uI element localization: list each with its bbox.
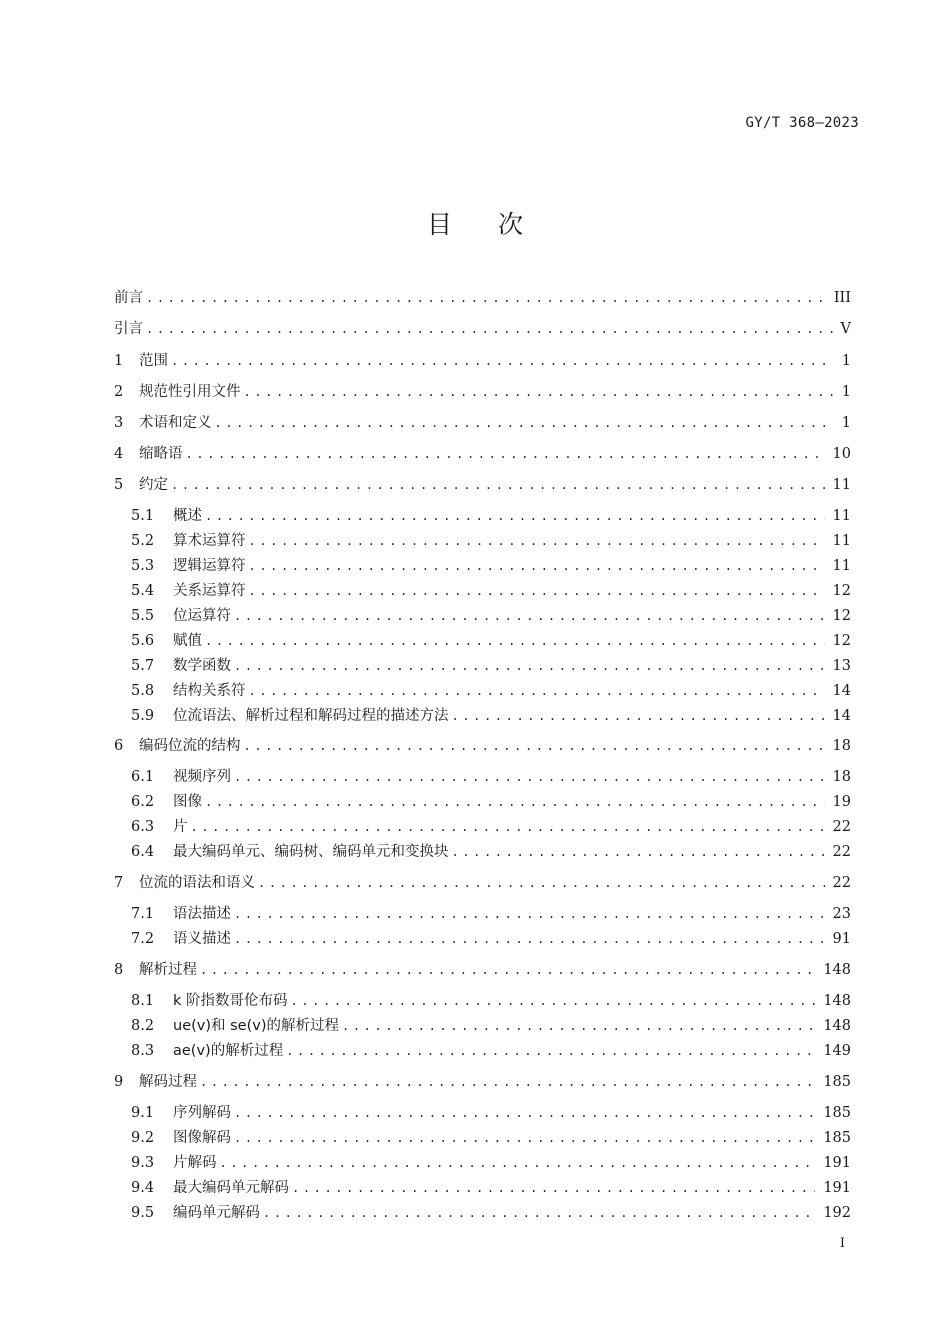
toc-entry-label: 位运算符 [173,608,231,624]
toc-entry-number: 9.4 [131,1180,155,1196]
toc-entry-page: 22 [832,819,851,835]
toc-entry-label: 概述 [173,508,202,524]
dot-leader [217,1152,816,1174]
toc-entry[interactable] [114,1071,851,1093]
toc-entry-label: 视频序列 [173,769,231,785]
toc-entry[interactable] [114,318,851,340]
toc-entry-page: 11 [832,477,851,493]
dot-leader [449,841,825,863]
toc-entry-label: 约定 [139,477,168,493]
toc-entry[interactable] [131,841,851,863]
toc-entry-number: 4 [114,446,124,462]
toc-entry-number: 1 [114,353,124,369]
dot-leader [289,1177,815,1199]
toc-entry-page: 19 [832,794,851,810]
toc-entry-page: 1 [841,353,851,369]
toc-entry[interactable] [131,791,851,813]
toc-entry[interactable] [131,990,851,1012]
toc-entry-label: 编码单元解码 [173,1205,260,1221]
dot-leader [197,959,815,981]
dot-leader [212,412,834,434]
page-title: 目次 [426,210,569,239]
toc-entry-page: 12 [832,633,851,649]
toc-entry-number: 5.9 [131,708,155,724]
toc-entry-number: 7 [114,875,124,891]
dot-leader [246,580,825,602]
toc-entry[interactable] [114,381,851,403]
dot-leader [202,630,825,652]
toc-entry-number: 5.2 [131,533,155,549]
toc-entry-label: ue(v)和 se(v)的解析过程 [173,1018,339,1034]
toc-entry-label: 解析过程 [139,962,197,978]
toc-entry-number: 8.1 [131,993,155,1009]
toc-entry[interactable] [131,1177,851,1199]
toc-entry-number: 8.2 [131,1018,155,1034]
dot-leader [168,350,834,372]
dot-leader [260,1202,815,1224]
toc-entry-label: 前言 [114,290,143,306]
toc-entry-label: 引言 [114,321,143,337]
toc-entry-number: 6 [114,738,124,754]
toc-entry-label: 术语和定义 [139,415,212,431]
toc-entry-label: 位流的语法和语义 [139,875,255,891]
dot-leader [241,735,825,757]
toc-entry-page: 1 [841,415,851,431]
toc-entry-number: 9.3 [131,1155,155,1171]
toc-entry[interactable] [131,555,851,577]
toc-entry-label: 数学函数 [173,658,231,674]
toc-entry-page: 185 [823,1074,851,1090]
toc-entry-page: 11 [832,533,851,549]
toc-entry-label: 位流语法、解析过程和解码过程的描述方法 [173,708,449,724]
dot-leader [143,287,826,309]
toc-entry-number: 5.1 [131,508,155,524]
toc-entry-label: 最大编码单元、编码树、编码单元和变换块 [173,844,449,860]
toc-entry[interactable] [131,816,851,838]
toc-entry-page: 12 [832,583,851,599]
dot-leader [231,766,825,788]
toc-entry-number: 9.1 [131,1105,155,1121]
dot-leader [188,816,825,838]
toc-entry-page: 185 [823,1130,851,1146]
dot-leader [183,443,825,465]
toc-entry-page: V [840,321,851,337]
toc-entry-label: 规范性引用文件 [139,384,241,400]
dot-leader [231,605,825,627]
dot-leader [283,1040,815,1062]
toc-entry-page: 13 [832,658,851,674]
toc-entry[interactable] [131,630,851,652]
dot-leader [202,505,825,527]
toc-entry-number: 5.7 [131,658,155,674]
toc-entry-number: 5.6 [131,633,155,649]
dot-leader [231,1102,815,1124]
toc-entry-label: 语法描述 [173,906,231,922]
toc-entry-number: 5.3 [131,558,155,574]
toc-entry-number: 9.5 [131,1205,155,1221]
toc-entry[interactable] [131,903,851,925]
toc-entry-number: 3 [114,415,124,431]
toc-entry-number: 6.4 [131,844,155,860]
toc-entry[interactable] [114,872,851,894]
toc-entry-page: 1 [841,384,851,400]
toc-entry-label: 解码过程 [139,1074,197,1090]
dot-leader [143,318,833,340]
dot-leader [255,872,825,894]
toc-entry[interactable] [131,705,851,727]
dot-leader [231,1127,815,1149]
toc-entry-label: 逻辑运算符 [173,558,246,574]
toc-entry-label: 编码位流的结构 [139,738,241,754]
toc-entry[interactable] [131,1202,851,1224]
toc-entry-page: 11 [832,508,851,524]
toc-entry-label: 最大编码单元解码 [173,1180,289,1196]
toc-entry-page: 149 [823,1043,851,1059]
toc-entry[interactable] [114,350,851,372]
toc-entry-page: 148 [823,962,851,978]
toc-entry-page: 18 [832,738,851,754]
dot-leader [168,474,825,496]
toc-entry-label: 图像解码 [173,1130,231,1146]
dot-leader [246,555,825,577]
toc-entry-page: 192 [823,1205,851,1221]
toc-entry-page: 23 [832,906,851,922]
toc-entry-number: 7.2 [131,931,155,947]
toc-entry[interactable] [131,505,851,527]
dot-leader [197,1071,815,1093]
toc-entry-page: 11 [832,558,851,574]
toc-entry-number: 6.1 [131,769,155,785]
toc-entry[interactable] [131,1015,851,1037]
toc-entry-page: 191 [823,1155,851,1171]
toc-entry-label: 结构关系符 [173,683,246,699]
dot-leader [449,705,825,727]
toc-entry[interactable] [114,474,851,496]
toc-entry-page: 14 [832,708,851,724]
toc-entry-number: 5.5 [131,608,155,624]
toc-entry[interactable] [131,1102,851,1124]
toc-entry-page: 10 [832,446,851,462]
toc-entry-number: 9.2 [131,1130,155,1146]
dot-leader [231,903,825,925]
toc-entry-page: 22 [832,875,851,891]
toc-entry-number: 7.1 [131,906,155,922]
toc-entry[interactable] [131,766,851,788]
toc-entry[interactable] [114,443,851,465]
toc-entry-page: 22 [832,844,851,860]
toc-entry-page: 148 [823,1018,851,1034]
dot-leader [246,680,825,702]
toc-entry-page: 18 [832,769,851,785]
toc-entry-page: 12 [832,608,851,624]
toc-entry-number: 6.2 [131,794,155,810]
toc-entry-label: 序列解码 [173,1105,231,1121]
toc-entry[interactable] [131,655,851,677]
toc-entry[interactable] [131,1127,851,1149]
toc-entry-label: ae(v)的解析过程 [173,1043,284,1059]
toc-entry-label: 关系运算符 [173,583,246,599]
toc-entry-label: 片 [173,819,188,835]
toc-entry[interactable] [114,287,851,309]
toc-entry-number: 5.4 [131,583,155,599]
dot-leader [231,928,825,950]
toc-entry-label: 语义描述 [173,931,231,947]
standard-code: GY/T 368—2023 [745,115,859,131]
toc-entry-label: k 阶指数哥伦布码 [173,993,288,1009]
toc-entry-number: 5 [114,477,124,493]
dot-leader [241,381,834,403]
toc-entry[interactable] [131,530,851,552]
toc-entry[interactable] [131,605,851,627]
toc-entry-page: 91 [832,931,851,947]
toc-entry[interactable] [114,959,851,981]
toc-entry[interactable] [131,1040,851,1062]
toc-entry[interactable] [131,680,851,702]
toc-entry[interactable] [114,412,851,434]
toc-entry-label: 算术运算符 [173,533,246,549]
toc-entry[interactable] [131,580,851,602]
toc-entry-number: 9 [114,1074,124,1090]
dot-leader [339,1015,815,1037]
dot-leader [288,990,816,1012]
toc-entry-page: 148 [823,993,851,1009]
toc-entry-number: 5.8 [131,683,155,699]
toc-entry-page: 14 [832,683,851,699]
toc-entry-page: 191 [823,1180,851,1196]
toc-entry-label: 范围 [139,353,168,369]
toc-entry[interactable] [131,928,851,950]
toc-entry-label: 图像 [173,794,202,810]
toc-entry-label: 片解码 [173,1155,217,1171]
dot-leader [246,530,825,552]
toc-entry-number: 8.3 [131,1043,155,1059]
toc-entry-label: 赋值 [173,633,202,649]
toc-entry[interactable] [131,1152,851,1174]
toc-entry[interactable] [114,735,851,757]
toc-entry-number: 8 [114,962,124,978]
toc-entry-page: III [833,290,851,306]
dot-leader [202,791,825,813]
toc-entry-number: 6.3 [131,819,155,835]
toc-entry-number: 2 [114,384,124,400]
toc-entry-label: 缩略语 [139,446,183,462]
dot-leader [231,655,825,677]
toc-entry-page: 185 [823,1105,851,1121]
page-number: I [839,1236,845,1251]
